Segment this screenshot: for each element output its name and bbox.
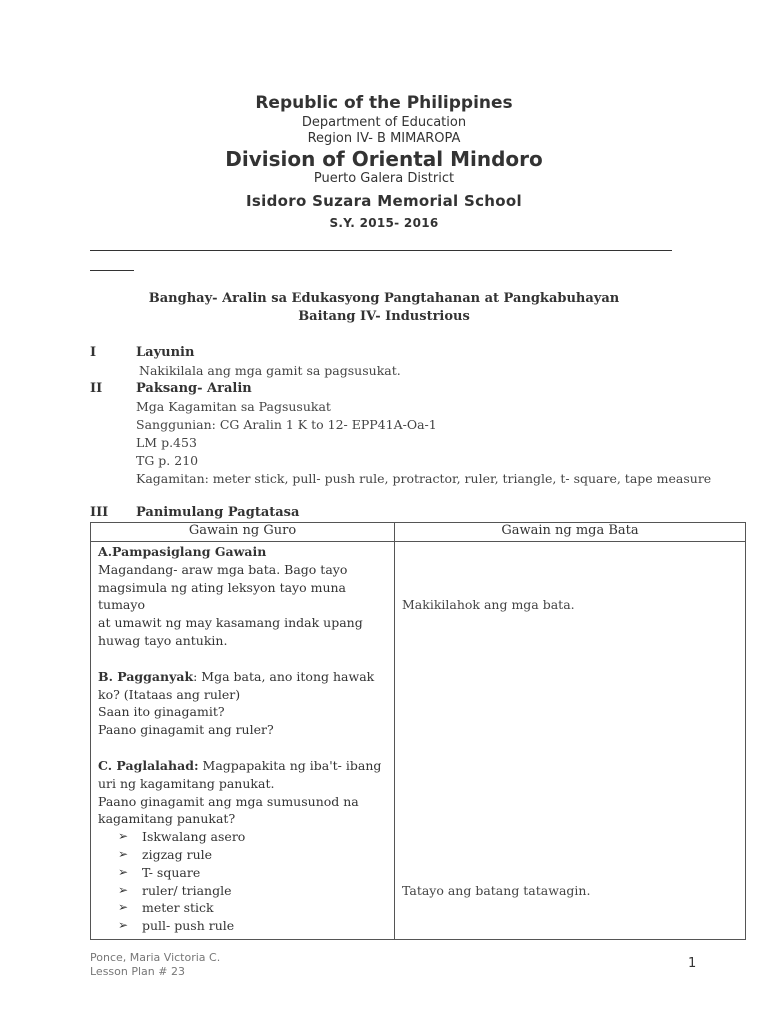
pampasigla-line: Magandang- araw mga bata. Bago tayo bbox=[98, 561, 348, 577]
list-item: ➢ T- square bbox=[118, 864, 388, 882]
footer-author: Ponce, Maria Victoria C. bbox=[90, 951, 221, 964]
republic-heading: Republic of the Philippines bbox=[255, 93, 513, 113]
footer-lesson-number: Lesson Plan # 23 bbox=[90, 965, 185, 978]
pupil-activities-cell bbox=[395, 542, 746, 940]
section-heading-layunin: Layunin bbox=[136, 345, 195, 360]
pagganyak-text: : Mga bata, ano itong hawak bbox=[193, 668, 375, 684]
paksang-aralin-line: Mga Kagamitan sa Pagsusukat bbox=[136, 399, 331, 414]
column-header-guro: Gawain ng Guro bbox=[91, 523, 395, 542]
pagganyak-first-line bbox=[98, 668, 388, 686]
table-header-row bbox=[91, 523, 746, 542]
pampasigla-line: huwag tayo antukin. bbox=[98, 632, 228, 648]
pagganyak-line: Paano ginagamit ang ruler? bbox=[98, 722, 274, 738]
measuring-tools-list bbox=[98, 828, 388, 935]
list-item: ➢ pull- push rule bbox=[118, 917, 388, 935]
page-number: 1 bbox=[688, 956, 697, 971]
section-heading-paksang-aralin: Paksang- Aralin bbox=[136, 381, 252, 396]
list-item: ➢ zigzag rule bbox=[118, 846, 388, 864]
section-number-1: I bbox=[90, 345, 97, 360]
divider-line bbox=[90, 250, 672, 251]
region-heading: Region IV- B MIMAROPA bbox=[307, 131, 461, 146]
pupil-response: Makikilahok ang mga bata. bbox=[402, 597, 575, 612]
school-heading: Isidoro Suzara Memorial School bbox=[246, 192, 522, 210]
division-heading: Division of Oriental Mindoro bbox=[225, 147, 543, 171]
paksang-aralin-line: TG p. 210 bbox=[136, 453, 199, 468]
pampasigla-line: at umawit ng may kasamang indak upang bbox=[98, 615, 363, 631]
list-item: ➢ Iskwalang asero bbox=[118, 828, 388, 846]
paglalahad-label: C. Paglalahad: bbox=[98, 757, 199, 773]
pagganyak-line: Saan ito ginagamit? bbox=[98, 704, 225, 720]
paksang-aralin-line: Sanggunian: CG Aralin 1 K to 12- EPP41A-Oa-1 bbox=[136, 417, 437, 432]
list-item: ➢ meter stick bbox=[118, 899, 388, 917]
pampasigla-label: A.Pampasiglang Gawain bbox=[98, 544, 267, 559]
paglalahad-text: Magpapakita ng iba't- ibang bbox=[198, 757, 382, 773]
paglalahad-line: kagamitang panukat? bbox=[98, 811, 236, 827]
district-heading: Puerto Galera District bbox=[313, 171, 455, 186]
section-number-2: II bbox=[90, 381, 103, 396]
divider-line-short bbox=[90, 270, 134, 271]
pagganyak-label: B. Pagganyak bbox=[98, 668, 194, 684]
school-year: S.Y. 2015- 2016 bbox=[329, 216, 439, 230]
table-row bbox=[91, 542, 746, 940]
paglalahad-line: Paano ginagamit ang mga sumusunod na bbox=[98, 793, 359, 809]
section-heading-panimulang-pagtatasa: Panimulang Pagtatasa bbox=[136, 505, 300, 520]
list-item: ➢ ruler/ triangle bbox=[118, 882, 388, 900]
department-heading: Department of Education bbox=[301, 115, 467, 130]
pupil-response: Tatayo ang batang tatawagin. bbox=[402, 883, 591, 898]
paksang-aralin-line: LM p.453 bbox=[136, 435, 197, 450]
teacher-activities-cell bbox=[91, 542, 395, 940]
lesson-plan-title: Banghay- Aralin sa Edukasyong Pangtahanan at Pangkabuhayan bbox=[148, 291, 620, 306]
column-header-bata: Gawain ng mga Bata bbox=[395, 523, 746, 542]
paksang-aralin-line: Kagamitan: meter stick, pull- push rule, protractor, ruler, triangle, t- square, tape measure bbox=[136, 471, 712, 486]
grade-level-title: Baitang IV- Industrious bbox=[298, 309, 470, 324]
pagganyak-line: ko? (Itataas ang ruler) bbox=[98, 686, 241, 702]
layunin-text: Nakikilala ang mga gamit sa pagsusukat. bbox=[139, 363, 401, 378]
activity-table bbox=[90, 522, 746, 940]
pampasigla-line: magsimula ng ating leksyon tayo muna tumayo bbox=[98, 579, 347, 613]
paglalahad-line: uri ng kagamitang panukat. bbox=[98, 775, 275, 791]
paglalahad-first-line bbox=[98, 757, 388, 775]
section-number-3: III bbox=[90, 505, 109, 520]
